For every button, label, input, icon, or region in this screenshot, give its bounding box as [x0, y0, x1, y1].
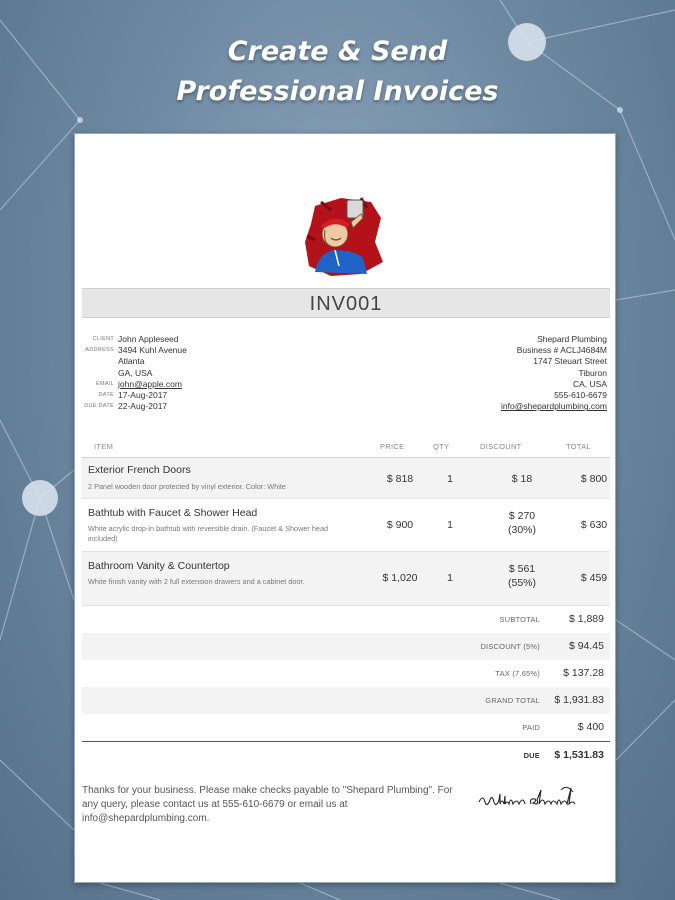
- item-price: $ 818: [386, 473, 414, 485]
- item-qty: 1: [447, 572, 453, 584]
- discount-value: $ 94.45: [568, 640, 604, 652]
- invoice-sheet: [74, 133, 616, 883]
- due-value: $ 1,531.83: [554, 749, 604, 761]
- client-address-line: GA, USA: [118, 367, 153, 378]
- item-total: $ 800: [580, 473, 608, 485]
- table-row: [82, 552, 610, 606]
- tax-label: TAX (7.65%): [495, 669, 540, 678]
- invoice-number: INV001: [82, 288, 610, 318]
- headline-line-2: Professional Invoices: [176, 76, 499, 107]
- item-name: Bathtub with Faucet & Shower Head: [88, 507, 258, 519]
- date-label: DATE: [98, 392, 114, 399]
- invoice-due-date: 22-Aug-2017: [118, 401, 168, 412]
- promo-headline: [0, 32, 675, 112]
- tax-row: [82, 660, 610, 687]
- item-total: $ 459: [580, 572, 608, 584]
- business-street: 1747 Steuart Street: [533, 356, 607, 367]
- item-price: $ 900: [386, 519, 414, 531]
- item-description: White acrylic drop-in bathtub with reversible drain. (Faucet & Shower head included): [88, 524, 329, 543]
- subtotal-label: SUBTOTAL: [499, 615, 540, 624]
- address-label: ADDRESS: [85, 347, 114, 354]
- business-name: Shepard Plumbing: [537, 334, 607, 344]
- items-table: [82, 458, 610, 606]
- plumber-logo: [301, 196, 387, 278]
- client-email-link[interactable]: john@apple.com: [118, 378, 182, 389]
- column-item: ITEM: [94, 442, 114, 451]
- item-qty: 1: [447, 519, 453, 531]
- business-phone: 555-610-6679: [554, 390, 607, 401]
- table-row: [82, 499, 610, 552]
- business-number: Business # ACLJ4684M: [516, 345, 607, 356]
- item-total: $ 630: [580, 519, 608, 531]
- grand-total-label: GRAND TOTAL: [485, 696, 540, 705]
- item-discount: $ 561: [508, 563, 536, 575]
- paid-value: $ 400: [577, 721, 604, 733]
- client-details: [80, 334, 330, 412]
- due-row: [82, 741, 610, 768]
- item-name: Bathroom Vanity & Countertop: [88, 560, 230, 572]
- client-address-line: 3494 Kuhl Avenue: [118, 345, 187, 356]
- due-date-label: DUE DATE: [84, 403, 114, 410]
- client-name: John Appleseed: [118, 334, 179, 344]
- item-description: White finish vanity with 2 full extension drawers and a cabinet door.: [88, 577, 305, 586]
- invoice-date: 17-Aug-2017: [118, 390, 168, 401]
- paid-label: PAID: [522, 723, 540, 732]
- footer-note: Thanks for your business. Please make checks payable to "Shepard Plumbing". For any query, please contact us at 555-610-6679 or email us at info@shepardplumbing.com.: [82, 785, 453, 824]
- signature: [475, 782, 595, 816]
- item-name: Exterior French Doors: [88, 464, 191, 476]
- email-label: EMAIL: [95, 380, 114, 387]
- discount-row: [82, 633, 610, 660]
- item-description: 2 Panel wooden door protected by vinyl exterior. Color: White: [88, 482, 286, 491]
- business-email-link[interactable]: info@shepardplumbing.com: [501, 401, 607, 412]
- tax-value: $ 137.28: [563, 667, 604, 679]
- client-label: CLIENT: [92, 336, 114, 342]
- grand-total-value: $ 1,931.83: [554, 694, 604, 706]
- business-region: CA, USA: [572, 378, 607, 389]
- client-address-line: Atlanta: [118, 356, 145, 367]
- item-discount-percent: (55%): [507, 577, 536, 589]
- subtotal-row: [82, 606, 610, 633]
- table-row: [82, 458, 610, 499]
- subtotal-value: $ 1,889: [568, 613, 604, 625]
- column-total: TOTAL: [566, 442, 591, 451]
- discount-label: DISCOUNT (5%): [480, 642, 540, 651]
- business-details: [407, 334, 607, 412]
- item-qty: 1: [447, 473, 453, 485]
- item-discount: $ 270: [508, 510, 536, 522]
- item-discount-percent: (30%): [507, 524, 536, 536]
- headline-line-1: Create & Send: [227, 36, 448, 67]
- invoice-totals: [82, 606, 610, 768]
- item-discount: $ 18: [511, 473, 533, 485]
- column-discount: DISCOUNT: [480, 442, 522, 451]
- business-city: Tiburon: [578, 367, 607, 378]
- due-label: DUE: [523, 751, 540, 760]
- paid-row: [82, 714, 610, 741]
- grand-total-row: [82, 687, 610, 714]
- item-price: $ 1,020: [382, 572, 418, 584]
- column-price: PRICE: [380, 442, 405, 451]
- column-qty: QTY: [433, 442, 450, 451]
- items-table-header: [82, 440, 610, 458]
